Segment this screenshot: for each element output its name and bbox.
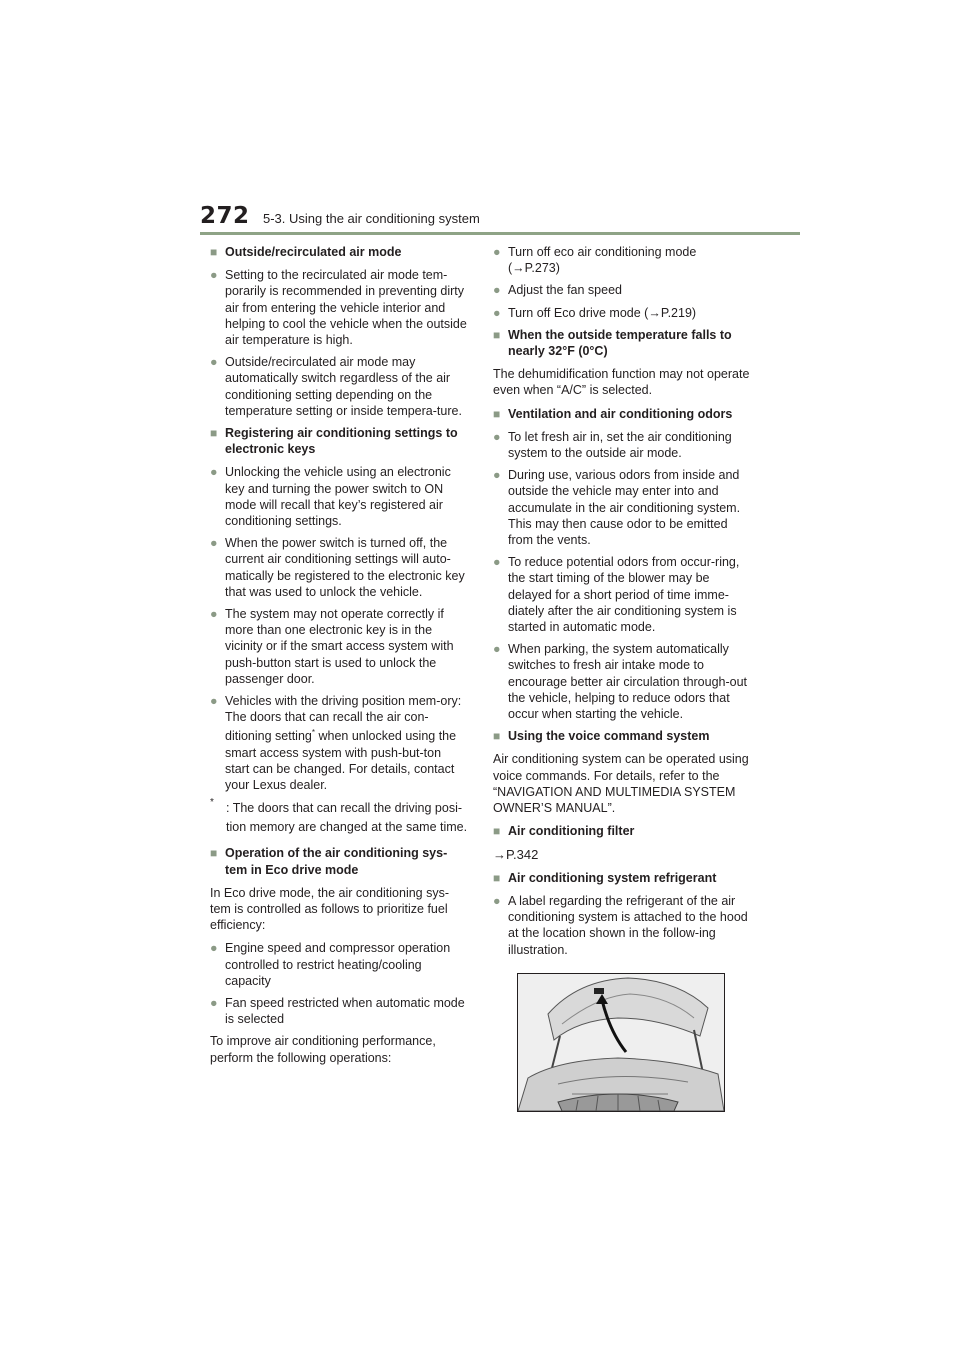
bullet-recirculated-temporary: ● Setting to the recirculated air mode tem-porarily is recommended in preventing dirty air from entering the vehicle interior and helping to cool the vehicle when the outside air temperature is high. bbox=[210, 267, 468, 348]
page-number: 272 bbox=[200, 203, 250, 229]
section-title: 5-3. Using the air conditioning system bbox=[263, 211, 480, 226]
footnote bbox=[210, 799, 468, 837]
asterisk-mark: * bbox=[311, 728, 315, 738]
header-rule bbox=[200, 232, 800, 235]
bullet-parking-fresh-air: ● When parking, the system automatically switches to fresh air intake mode to encourage better air circulation through-out the vehicle, helping to reduce odors that occur when starting the vehicle. bbox=[493, 641, 750, 722]
eco-intro-paragraph: In Eco drive mode, the air conditioning sys-tem is controlled as follows to prioritize fuel efficiency: bbox=[210, 885, 450, 933]
heading-voice-command: ■ Using the voice command system bbox=[493, 728, 750, 744]
bullet-multiple-keys: ● The system may not operate correctly if more than one electronic key is in the vicinity or if the smart access system with push-button start is used to unlock the passenger door. bbox=[210, 606, 468, 687]
bullet-auto-register: ● When the power switch is turned off, the current air conditioning settings will auto-matically be registered to the electronic key that was used to unlock the vehicle. bbox=[210, 535, 468, 600]
right-column bbox=[493, 244, 750, 964]
bullet-unlocking-recall: ● Unlocking the vehicle using an electronic key and turning the power switch to ON mode will recall that key’s registered air conditioning settings. bbox=[210, 464, 468, 529]
voice-command-paragraph: Air conditioning system can be operated using voice commands. For details, refer to the “NAVIGATION AND MULTIMEDIA SYSTEM OWNER’S MANUAL”. bbox=[493, 752, 749, 816]
footnote-mark: * bbox=[210, 797, 214, 809]
bullet-turn-off-eco-ac: ● Turn off eco air conditioning mode (→P.273) bbox=[493, 244, 750, 276]
filter-page-reference: →P.342 bbox=[493, 846, 539, 862]
bullet-blower-delay: ● To reduce potential odors from occur-ring, the start timing of the blower may be delayed for a short period of time imme-diately after the air conditioning system is started in automatic mode. bbox=[493, 554, 750, 635]
eco-outro-paragraph: To improve air conditioning performance, perform the following operations: bbox=[210, 1034, 436, 1065]
heading-ac-filter: ■ Air conditioning filter bbox=[493, 823, 750, 839]
open-hood-drawing bbox=[518, 974, 724, 1111]
heading-temperature-falls: ■ When the outside temperature falls to nearly 32°F (0°C) bbox=[493, 327, 750, 359]
heading-registering-keys: ■ Registering air conditioning settings to electronic keys bbox=[210, 425, 468, 457]
bullet-turn-off-eco-drive: ● Turn off Eco drive mode (→P.219) bbox=[493, 305, 750, 321]
dehumidification-paragraph: The dehumidification function may not operate even when “A/C” is selected. bbox=[493, 367, 750, 398]
heading-ventilation-odors: ■ Ventilation and air conditioning odors bbox=[493, 406, 750, 422]
heading-eco-drive-mode: ■ Operation of the air conditioning sys-tem in Eco drive mode bbox=[210, 845, 468, 877]
bullet4-text-a: Vehicles with the driving position mem-ory: The doors that can recall the air con-ditioning setting bbox=[225, 694, 462, 744]
bullet-driving-position-memory bbox=[210, 693, 468, 793]
bullet-fan-speed-restricted: ● Fan speed restricted when automatic mode is selected bbox=[210, 995, 468, 1027]
bullet-auto-switch: ● Outside/recirculated air mode may automatically switch regardless of the air conditioning setting depending on the temperature setting or inside tempera-ture. bbox=[210, 354, 468, 419]
heading-outside-recirculated: ■ Outside/recirculated air mode bbox=[210, 244, 468, 260]
hood-label-illustration bbox=[517, 973, 725, 1112]
bullet-fresh-air: ● To let fresh air in, set the air conditioning system to the outside air mode. bbox=[493, 429, 750, 461]
bullet4-text-b: when unlocked using the smart access system with push-but-ton start can be changed. For details, contact your Lexus dealer. bbox=[225, 729, 457, 793]
heading-refrigerant: ■ Air conditioning system refrigerant bbox=[493, 870, 750, 886]
bullet-refrigerant-label: ● A label regarding the refrigerant of the air conditioning system is attached to the hood at the location shown in the follow-ing illustration. bbox=[493, 893, 750, 958]
footnote-text: : The doors that can recall the driving posi-tion memory are changed at the same time. bbox=[226, 801, 468, 835]
bullet-engine-speed: ● Engine speed and compressor operation controlled to restrict heating/cooling capacity bbox=[210, 940, 468, 989]
bullet-odors-accumulate: ● During use, various odors from inside and outside the vehicle may enter into and accumulate in the air conditioning system. This may then cause odor to be emitted from the vents. bbox=[493, 467, 750, 548]
left-column bbox=[210, 244, 468, 1073]
bullet-adjust-fan: ● Adjust the fan speed bbox=[493, 282, 750, 298]
